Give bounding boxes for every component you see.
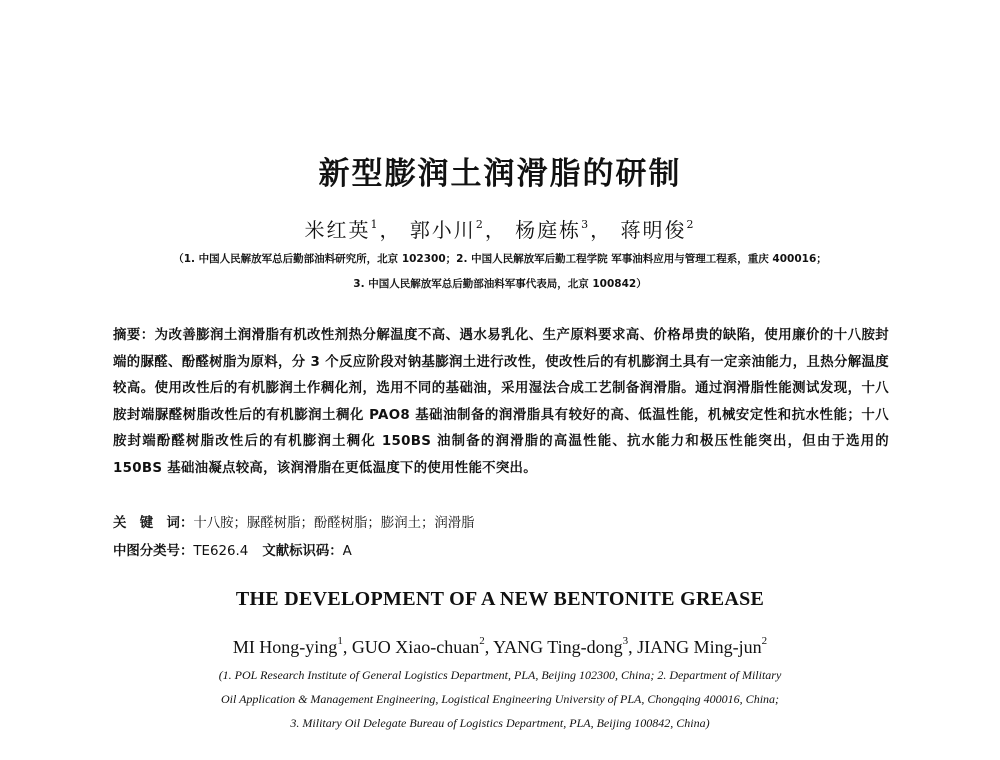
author-name: MI Hong-ying: [232, 637, 338, 657]
author-separator: ,: [342, 637, 352, 657]
author-affiliation-mark: 2: [475, 218, 485, 231]
abstract-label: 摘要：: [113, 328, 155, 343]
author-separator: ，: [379, 218, 402, 242]
classification-label: 中图分类号：: [113, 544, 194, 559]
english-affiliation-line: (1. POL Research Institute of General Logistics Department, PLA, Beijing 102300, China; 2. Department of Military: [218, 668, 782, 682]
classification-line: [113, 540, 889, 559]
author-affiliation-mark: 3: [581, 218, 591, 231]
chinese-title: 新型膨润土润滑脂的研制: [318, 156, 682, 192]
author-separator: ，: [484, 218, 507, 242]
classification-value: TE626.4: [193, 544, 249, 559]
author-separator: ，: [590, 218, 613, 242]
abstract: [113, 323, 889, 483]
author-name: GUO Xiao-chuan: [351, 637, 480, 657]
author-affiliation-mark: 2: [686, 218, 696, 231]
author-name: 蒋明俊: [620, 218, 687, 242]
english-title: THE DEVELOPMENT OF A NEW BENTONITE GREASE: [235, 588, 765, 610]
author-affiliation-mark: 1: [337, 635, 343, 647]
chinese-author-list: [0, 214, 1000, 243]
keywords-text: 十八胺；脲醛树脂；酚醛树脂；膨润土；润滑脂: [193, 516, 475, 531]
abstract-text: 为改善膨润土润滑脂有机改性剂热分解温度不高、遇水易乳化、生产原料要求高、价格昂贵的缺陷，使用廉价的十八胺封端的脲醛、酚醛树脂为原料，分 3 个反应阶段对钠基膨润土进行改性，使改性后的有机膨润土具有一定亲油能力，且热分解温度较高。使用改性后的有机膨润土作稠化剂，选用不同的基础油，采用湿法合成工艺制备润滑脂。通过润滑脂性能测试发现，十八胺封端脲醛树脂改性后的有机膨润土稠化 PAO8 基础油制备的润滑脂具有较好的高、低温性能，机械安定性和抗水性能；十八胺封端酚醛树脂改性后的有机膨润土稠化 150BS 油制备的润滑脂的高温性能、抗水能力和极压性能突出，但由于选用的 150BS 基础油凝点较高，该润滑脂在更低温度下的使用性能不突出。: [113, 328, 889, 476]
author-affiliation-mark: 3: [622, 635, 629, 647]
author-name: 米红英: [304, 218, 371, 242]
author-name: 杨庭栋: [515, 218, 582, 242]
author-affiliation-mark: 2: [479, 635, 485, 647]
document-code-value: A: [342, 544, 352, 559]
chinese-affiliation-line: 3. 中国人民解放军总后勤部油料军事代表局，北京 100842）: [353, 278, 647, 290]
author-name: YANG Ting-dong: [493, 637, 623, 657]
author-separator: ,: [484, 637, 494, 657]
keywords-label: 关 键 词：: [113, 516, 194, 531]
author-affiliation-mark: 2: [761, 635, 768, 647]
author-name: 郭小川: [409, 218, 476, 242]
english-affiliation-line: Oil Application & Management Engineering, Logistical Engineering University of PLA, Chongqing 400016, China;: [220, 692, 780, 706]
author-affiliation-mark: 1: [370, 218, 380, 231]
english-author-list: [0, 635, 1000, 658]
keywords: [113, 512, 889, 531]
chinese-affiliation-line: （1. 中国人民解放军总后勤部油料研究所，北京 102300；2. 中国人民解放军后勤工程学院 军事油料应用与管理工程系，重庆 400016；: [173, 253, 827, 265]
english-affiliation-line: 3. Military Oil Delegate Bureau of Logistics Department, PLA, Beijing 100842, China): [290, 716, 710, 730]
document-code-label: 文献标识码：: [262, 544, 343, 559]
author-separator: ,: [628, 637, 638, 657]
author-name: JIANG Ming-jun: [637, 637, 762, 657]
